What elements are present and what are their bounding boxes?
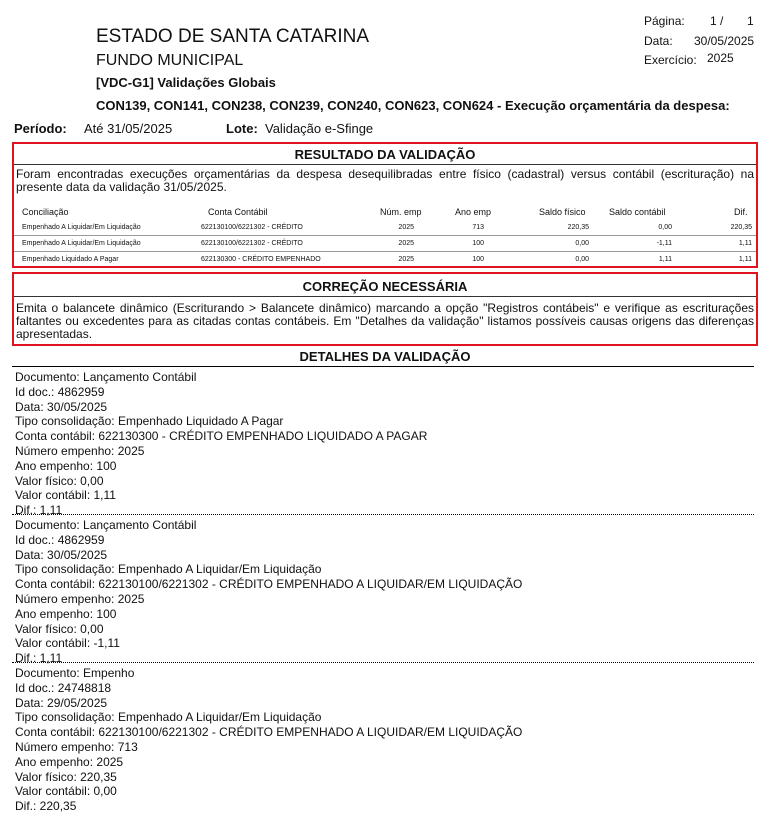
detail-documento: Documento: Empenho [15, 666, 135, 680]
detail-tipo: Tipo consolidação: Empenhado A Liquidar/Em Liquidação [15, 710, 322, 725]
detail-item [15, 666, 753, 814]
report-subtitle: FUNDO MUNICIPAL [96, 52, 244, 69]
table-row [14, 221, 756, 236]
cell-ano-emp: 713 [472, 224, 484, 231]
detail-valor-contabil: Valor contábil: 1,11 [15, 488, 116, 503]
cell-conta: 622130100/6221302 - CRÉDITO [201, 240, 303, 247]
detail-item [15, 370, 753, 518]
correcao-section [12, 272, 758, 346]
cell-num-emp: 2025 [398, 240, 414, 247]
report-description: CON139, CON141, CON238, CON239, CON240, CON623, CON624 - Execução orçamentária da despesa: [96, 98, 730, 113]
row-divider [14, 235, 756, 236]
cell-conta: 622130100/6221302 - CRÉDITO [201, 224, 303, 231]
cell-ano-emp: 100 [472, 256, 484, 263]
detail-id-doc: Id doc.: 24748818 [15, 680, 112, 695]
report-title: ESTADO DE SANTA CATARINA [96, 26, 370, 47]
col-saldo-contabil: Saldo contábil [609, 207, 666, 217]
cell-saldo-fisico: 0,00 [575, 240, 589, 247]
detalhes-title: DETALHES DA VALIDAÇÃO [299, 349, 471, 364]
resultado-divider [14, 164, 756, 165]
detail-documento: Documento: Lançamento Contábil [15, 518, 197, 532]
detail-ano: Ano empenho: 2025 [15, 754, 124, 769]
resultado-text: Foram encontradas execuções orçamentárias da despesa desequilibradas entre físico (cadastral) versus contábil (escrituração) na presente data da validação 31/05/2025. [16, 167, 754, 194]
detail-numero: Número empenho: 2025 [15, 443, 145, 458]
cell-saldo-fisico: 220,35 [567, 224, 589, 231]
col-conciliacao: Conciliação [22, 207, 69, 217]
col-dif: Dif. [734, 207, 748, 217]
resultado-section [12, 142, 758, 268]
cell-conciliacao: Empenhado A Liquidar/Em Liquidação [22, 224, 141, 231]
cell-saldo-contabil: 1,11 [658, 256, 672, 263]
cell-conciliacao: Empenhado A Liquidar/Em Liquidação [22, 240, 141, 247]
cell-num-emp: 2025 [398, 224, 414, 231]
detalhes-divider [12, 366, 754, 367]
col-ano-emp: Ano emp [455, 207, 492, 217]
correcao-title: CORREÇÃO NECESSÁRIA [302, 279, 468, 294]
detail-data: Data: 30/05/2025 [15, 547, 108, 562]
detail-valor-fisico: Valor físico: 0,00 [15, 621, 104, 636]
exercicio-label: Exercício: [644, 53, 697, 67]
data-label: Data: [644, 34, 673, 48]
detail-tipo: Tipo consolidação: Empenhado Liquidado A Pagar [15, 414, 284, 429]
detail-data: Data: 29/05/2025 [15, 695, 108, 710]
cell-conciliacao: Empenhado Liquidado A Pagar [22, 256, 119, 263]
detail-conta: Conta contábil: 622130300 - CRÉDITO EMPENHADO LIQUIDADO A PAGAR [15, 429, 428, 444]
detail-ano: Ano empenho: 100 [15, 458, 117, 473]
detail-numero: Número empenho: 2025 [15, 591, 145, 606]
correcao-divider [14, 296, 756, 297]
cell-num-emp: 2025 [398, 256, 414, 263]
detail-dif: Dif.: 220,35 [15, 799, 77, 814]
periodo-label: Período: [14, 121, 67, 136]
cell-saldo-fisico: 0,00 [575, 256, 589, 263]
data-value: 30/05/2025 [694, 34, 755, 48]
detail-valor-contabil: Valor contábil: 0,00 [15, 784, 117, 799]
detail-valor-contabil: Valor contábil: -1,11 [15, 636, 120, 651]
detail-valor-fisico: Valor físico: 0,00 [15, 473, 104, 488]
periodo-value: Até 31/05/2025 [84, 121, 173, 136]
cell-conta: 622130300 - CRÉDITO EMPENHADO [201, 256, 321, 263]
resultado-title: RESULTADO DA VALIDAÇÃO [294, 147, 476, 162]
cell-dif: 1,11 [738, 240, 752, 247]
detail-tipo: Tipo consolidação: Empenhado A Liquidar/Em Liquidação [15, 562, 322, 577]
cell-dif: 1,11 [738, 256, 752, 263]
report-code: [VDC-G1] Validações Globais [96, 75, 276, 90]
detail-data: Data: 30/05/2025 [15, 399, 108, 414]
detail-id-doc: Id doc.: 4862959 [15, 384, 105, 399]
row-divider [14, 251, 756, 252]
col-conta: Conta Contábil [208, 207, 268, 217]
table-row [14, 253, 756, 268]
pagina-label: Página: [644, 14, 685, 28]
col-saldo-fisico: Saldo físico [539, 207, 586, 217]
lote-value: Validação e-Sfinge [265, 121, 374, 136]
detail-numero: Número empenho: 713 [15, 739, 138, 754]
correcao-text: Emita o balancete dinâmico (Escriturando > Balancete dinâmico) marcando a opção "Registros contábeis" e verifique as escriturações faltantes ou excedentes para as citadas contas contábeis. Em "Detalhes da validação" listamos possíveis causas origens das diferenças apresentadas. [16, 301, 754, 341]
cell-saldo-contabil: 0,00 [658, 224, 672, 231]
detail-valor-fisico: Valor físico: 220,35 [15, 769, 117, 784]
detail-dif: Dif.: 1,11 [15, 651, 63, 666]
lote-label: Lote: [226, 121, 258, 136]
detail-id-doc: Id doc.: 4862959 [15, 532, 105, 547]
pagina-total: 1 [747, 14, 754, 28]
detail-separator [12, 514, 754, 515]
table-row [14, 237, 756, 252]
detail-conta: Conta contábil: 622130100/6221302 - CRÉDITO EMPENHADO A LIQUIDAR/EM LIQUIDAÇÃO [15, 577, 523, 592]
exercicio-value: 2025 [707, 51, 734, 65]
detail-dif: Dif.: 1,11 [15, 503, 63, 518]
detail-documento: Documento: Lançamento Contábil [15, 370, 197, 384]
cell-dif: 220,35 [730, 224, 752, 231]
detail-ano: Ano empenho: 100 [15, 606, 117, 621]
cell-ano-emp: 100 [472, 240, 484, 247]
detail-separator [12, 662, 754, 663]
cell-saldo-contabil: -1,11 [656, 240, 672, 247]
detail-item [15, 518, 753, 666]
pagina-value: 1 / [710, 14, 724, 28]
detail-conta: Conta contábil: 622130100/6221302 - CRÉDITO EMPENHADO A LIQUIDAR/EM LIQUIDAÇÃO [15, 725, 523, 740]
col-num-emp: Núm. emp [380, 207, 422, 217]
